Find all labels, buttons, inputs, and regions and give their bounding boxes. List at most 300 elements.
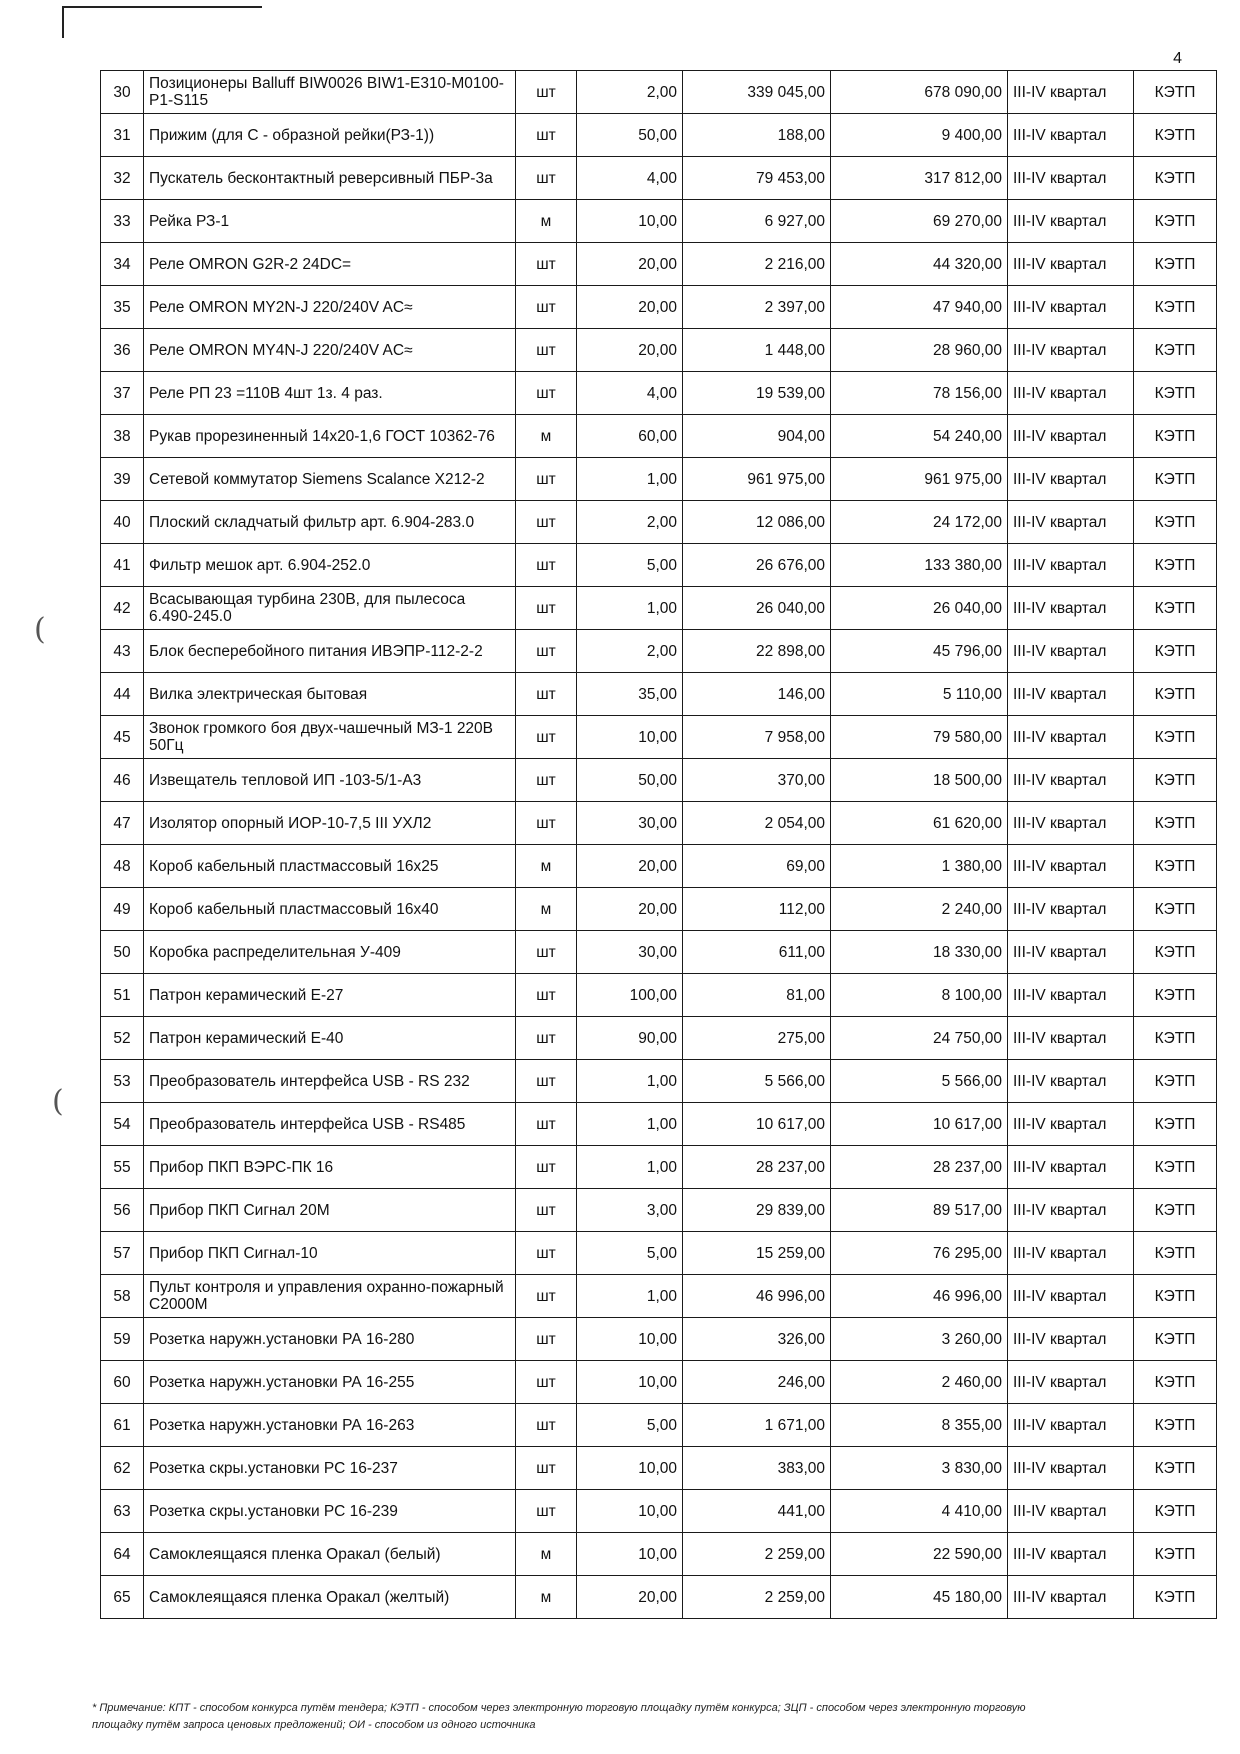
- quantity-cell: 2,00: [577, 501, 683, 544]
- unit-price-cell: 5 566,00: [683, 1060, 831, 1103]
- unit-cell: шт: [516, 630, 577, 673]
- unit-cell: шт: [516, 1490, 577, 1533]
- footnote: [92, 1700, 1152, 1734]
- item-name-cell: Извещатель тепловой ИП -103-5/1-А3: [144, 759, 516, 802]
- unit-cell: шт: [516, 329, 577, 372]
- table-row: [101, 1189, 1217, 1232]
- unit-cell: м: [516, 1576, 577, 1619]
- total-sum-cell: 61 620,00: [831, 802, 1008, 845]
- row-number-cell: 43: [101, 630, 144, 673]
- row-number-cell: 55: [101, 1146, 144, 1189]
- total-sum-cell: 10 617,00: [831, 1103, 1008, 1146]
- total-sum-cell: 78 156,00: [831, 372, 1008, 415]
- period-cell: III-IV квартал: [1008, 845, 1134, 888]
- period-cell: III-IV квартал: [1008, 1275, 1134, 1318]
- quantity-cell: 4,00: [577, 157, 683, 200]
- procurement-method-cell: КЭТП: [1134, 114, 1217, 157]
- item-name-cell: Прижим (для С - образной рейки(РЗ-1)): [144, 114, 516, 157]
- item-name-cell: Коробка распределительная У-409: [144, 931, 516, 974]
- unit-price-cell: 2 259,00: [683, 1576, 831, 1619]
- total-sum-cell: 76 295,00: [831, 1232, 1008, 1275]
- item-name-cell: Самоклеящаяся пленка Оракал (белый): [144, 1533, 516, 1576]
- table-row: [101, 759, 1217, 802]
- unit-price-cell: 904,00: [683, 415, 831, 458]
- unit-cell: шт: [516, 1146, 577, 1189]
- table-row: [101, 587, 1217, 630]
- item-name-cell: Вилка электрическая бытовая: [144, 673, 516, 716]
- row-number-cell: 65: [101, 1576, 144, 1619]
- table-row: [101, 1576, 1217, 1619]
- unit-cell: шт: [516, 931, 577, 974]
- quantity-cell: 1,00: [577, 1060, 683, 1103]
- total-sum-cell: 1 380,00: [831, 845, 1008, 888]
- procurement-method-cell: КЭТП: [1134, 372, 1217, 415]
- item-name-cell: Розетка скры.установки РС 16-239: [144, 1490, 516, 1533]
- table-row: [101, 1490, 1217, 1533]
- period-cell: III-IV квартал: [1008, 673, 1134, 716]
- period-cell: III-IV квартал: [1008, 329, 1134, 372]
- row-number-cell: 40: [101, 501, 144, 544]
- unit-price-cell: 611,00: [683, 931, 831, 974]
- row-number-cell: 32: [101, 157, 144, 200]
- unit-price-cell: 370,00: [683, 759, 831, 802]
- period-cell: III-IV квартал: [1008, 1318, 1134, 1361]
- row-number-cell: 33: [101, 200, 144, 243]
- total-sum-cell: 28 960,00: [831, 329, 1008, 372]
- table-row: [101, 243, 1217, 286]
- item-name-cell: Реле РП 23 =110В 4шт 1з. 4 раз.: [144, 372, 516, 415]
- unit-price-cell: 188,00: [683, 114, 831, 157]
- quantity-cell: 1,00: [577, 1103, 683, 1146]
- item-name-cell: Розетка наружн.установки РА 16-263: [144, 1404, 516, 1447]
- procurement-method-cell: КЭТП: [1134, 1189, 1217, 1232]
- period-cell: III-IV квартал: [1008, 1189, 1134, 1232]
- footnote-line: площадку путём запроса ценовых предложений; ОИ - способом из одного источника: [92, 1719, 536, 1731]
- row-number-cell: 53: [101, 1060, 144, 1103]
- unit-price-cell: 1 448,00: [683, 329, 831, 372]
- procurement-method-cell: КЭТП: [1134, 888, 1217, 931]
- quantity-cell: 50,00: [577, 114, 683, 157]
- quantity-cell: 1,00: [577, 587, 683, 630]
- quantity-cell: 2,00: [577, 71, 683, 114]
- total-sum-cell: 89 517,00: [831, 1189, 1008, 1232]
- procurement-method-cell: КЭТП: [1134, 329, 1217, 372]
- table-row: [101, 716, 1217, 759]
- unit-price-cell: 10 617,00: [683, 1103, 831, 1146]
- quantity-cell: 30,00: [577, 931, 683, 974]
- total-sum-cell: 18 330,00: [831, 931, 1008, 974]
- quantity-cell: 10,00: [577, 1490, 683, 1533]
- total-sum-cell: 54 240,00: [831, 415, 1008, 458]
- quantity-cell: 100,00: [577, 974, 683, 1017]
- total-sum-cell: 961 975,00: [831, 458, 1008, 501]
- row-number-cell: 59: [101, 1318, 144, 1361]
- period-cell: III-IV квартал: [1008, 759, 1134, 802]
- procurement-method-cell: КЭТП: [1134, 1361, 1217, 1404]
- item-name-cell: Рукав прорезиненный 14х20-1,6 ГОСТ 10362-76: [144, 415, 516, 458]
- quantity-cell: 2,00: [577, 630, 683, 673]
- item-name-cell: Преобразователь интерфейса USB - RS 232: [144, 1060, 516, 1103]
- period-cell: III-IV квартал: [1008, 716, 1134, 759]
- unit-price-cell: 15 259,00: [683, 1232, 831, 1275]
- quantity-cell: 5,00: [577, 1404, 683, 1447]
- procurement-method-cell: КЭТП: [1134, 716, 1217, 759]
- total-sum-cell: 5 110,00: [831, 673, 1008, 716]
- table-row: [101, 1447, 1217, 1490]
- row-number-cell: 62: [101, 1447, 144, 1490]
- unit-cell: шт: [516, 286, 577, 329]
- quantity-cell: 60,00: [577, 415, 683, 458]
- period-cell: III-IV квартал: [1008, 1490, 1134, 1533]
- period-cell: III-IV квартал: [1008, 888, 1134, 931]
- row-number-cell: 41: [101, 544, 144, 587]
- quantity-cell: 5,00: [577, 544, 683, 587]
- item-name-cell: Реле OMRON G2R-2 24DC=: [144, 243, 516, 286]
- total-sum-cell: 47 940,00: [831, 286, 1008, 329]
- unit-cell: м: [516, 888, 577, 931]
- item-name-cell: Самоклеящаяся пленка Оракал (желтый): [144, 1576, 516, 1619]
- item-name-cell: Прибор ПКП Сигнал 20М: [144, 1189, 516, 1232]
- period-cell: III-IV квартал: [1008, 974, 1134, 1017]
- table-row: [101, 1275, 1217, 1318]
- period-cell: III-IV квартал: [1008, 1533, 1134, 1576]
- quantity-cell: 10,00: [577, 1361, 683, 1404]
- table-row: [101, 845, 1217, 888]
- table-row: [101, 673, 1217, 716]
- unit-cell: шт: [516, 1404, 577, 1447]
- row-number-cell: 31: [101, 114, 144, 157]
- table-row: [101, 1146, 1217, 1189]
- unit-cell: шт: [516, 501, 577, 544]
- unit-price-cell: 26 040,00: [683, 587, 831, 630]
- table-row: [101, 415, 1217, 458]
- row-number-cell: 50: [101, 931, 144, 974]
- item-name-cell: Патрон керамический Е-40: [144, 1017, 516, 1060]
- unit-price-cell: 6 927,00: [683, 200, 831, 243]
- unit-cell: шт: [516, 673, 577, 716]
- unit-cell: шт: [516, 1060, 577, 1103]
- item-name-cell: Короб кабельный пластмассовый 16х40: [144, 888, 516, 931]
- total-sum-cell: 24 172,00: [831, 501, 1008, 544]
- item-name-cell: Розетка скры.установки РС 16-237: [144, 1447, 516, 1490]
- row-number-cell: 37: [101, 372, 144, 415]
- period-cell: III-IV квартал: [1008, 114, 1134, 157]
- quantity-cell: 35,00: [577, 673, 683, 716]
- procurement-table-body: [101, 71, 1217, 1619]
- quantity-cell: 30,00: [577, 802, 683, 845]
- item-name-cell: Прибор ПКП Сигнал-10: [144, 1232, 516, 1275]
- total-sum-cell: 28 237,00: [831, 1146, 1008, 1189]
- procurement-method-cell: КЭТП: [1134, 845, 1217, 888]
- total-sum-cell: 44 320,00: [831, 243, 1008, 286]
- row-number-cell: 61: [101, 1404, 144, 1447]
- quantity-cell: 1,00: [577, 458, 683, 501]
- total-sum-cell: 8 100,00: [831, 974, 1008, 1017]
- period-cell: III-IV квартал: [1008, 587, 1134, 630]
- period-cell: III-IV квартал: [1008, 243, 1134, 286]
- table-row: [101, 329, 1217, 372]
- unit-price-cell: 441,00: [683, 1490, 831, 1533]
- unit-cell: шт: [516, 458, 577, 501]
- table-row: [101, 1060, 1217, 1103]
- scan-border-top: [62, 6, 262, 8]
- period-cell: III-IV квартал: [1008, 501, 1134, 544]
- total-sum-cell: 8 355,00: [831, 1404, 1008, 1447]
- procurement-table: [100, 70, 1217, 1619]
- total-sum-cell: 26 040,00: [831, 587, 1008, 630]
- table-row: [101, 1232, 1217, 1275]
- unit-cell: шт: [516, 1318, 577, 1361]
- unit-price-cell: 46 996,00: [683, 1275, 831, 1318]
- unit-price-cell: 19 539,00: [683, 372, 831, 415]
- procurement-method-cell: КЭТП: [1134, 1576, 1217, 1619]
- item-name-cell: Розетка наружн.установки РА 16-280: [144, 1318, 516, 1361]
- row-number-cell: 52: [101, 1017, 144, 1060]
- total-sum-cell: 133 380,00: [831, 544, 1008, 587]
- table-row: [101, 1533, 1217, 1576]
- procurement-method-cell: КЭТП: [1134, 1490, 1217, 1533]
- row-number-cell: 45: [101, 716, 144, 759]
- table-row: [101, 458, 1217, 501]
- unit-price-cell: 326,00: [683, 1318, 831, 1361]
- period-cell: III-IV квартал: [1008, 415, 1134, 458]
- row-number-cell: 39: [101, 458, 144, 501]
- unit-cell: шт: [516, 157, 577, 200]
- row-number-cell: 36: [101, 329, 144, 372]
- row-number-cell: 47: [101, 802, 144, 845]
- period-cell: III-IV квартал: [1008, 71, 1134, 114]
- quantity-cell: 20,00: [577, 888, 683, 931]
- item-name-cell: Пульт контроля и управления охранно-пожарный С2000М: [144, 1275, 516, 1318]
- unit-price-cell: 7 958,00: [683, 716, 831, 759]
- unit-price-cell: 961 975,00: [683, 458, 831, 501]
- period-cell: III-IV квартал: [1008, 1404, 1134, 1447]
- margin-ink-mark: (: [34, 612, 46, 647]
- procurement-method-cell: КЭТП: [1134, 200, 1217, 243]
- item-name-cell: Пускатель бесконтактный реверсивный ПБР-3а: [144, 157, 516, 200]
- quantity-cell: 10,00: [577, 1533, 683, 1576]
- table-row: [101, 802, 1217, 845]
- unit-price-cell: 28 237,00: [683, 1146, 831, 1189]
- period-cell: III-IV квартал: [1008, 931, 1134, 974]
- quantity-cell: 1,00: [577, 1275, 683, 1318]
- table-row: [101, 630, 1217, 673]
- table-row: [101, 931, 1217, 974]
- item-name-cell: Фильтр мешок арт. 6.904-252.0: [144, 544, 516, 587]
- quantity-cell: 10,00: [577, 200, 683, 243]
- table-row: [101, 1017, 1217, 1060]
- procurement-method-cell: КЭТП: [1134, 1232, 1217, 1275]
- row-number-cell: 58: [101, 1275, 144, 1318]
- procurement-method-cell: КЭТП: [1134, 286, 1217, 329]
- unit-cell: м: [516, 1533, 577, 1576]
- row-number-cell: 44: [101, 673, 144, 716]
- total-sum-cell: 22 590,00: [831, 1533, 1008, 1576]
- unit-price-cell: 2 397,00: [683, 286, 831, 329]
- period-cell: III-IV квартал: [1008, 544, 1134, 587]
- item-name-cell: Патрон керамический Е-27: [144, 974, 516, 1017]
- total-sum-cell: 9 400,00: [831, 114, 1008, 157]
- period-cell: III-IV квартал: [1008, 1447, 1134, 1490]
- unit-cell: шт: [516, 716, 577, 759]
- row-number-cell: 51: [101, 974, 144, 1017]
- table-row: [101, 1404, 1217, 1447]
- item-name-cell: Реле OMRON MY2N-J 220/240V AC≈: [144, 286, 516, 329]
- quantity-cell: 20,00: [577, 1576, 683, 1619]
- table-row: [101, 200, 1217, 243]
- procurement-method-cell: КЭТП: [1134, 759, 1217, 802]
- total-sum-cell: 317 812,00: [831, 157, 1008, 200]
- scan-border-left: [62, 6, 64, 38]
- unit-price-cell: 146,00: [683, 673, 831, 716]
- footnote-line: * Примечание: КПТ - способом конкурса путём тендера; КЭТП - способом через электронную торговую площадку путём конкурса; ЗЦП - способом через электронную торговую: [92, 1702, 1026, 1714]
- quantity-cell: 90,00: [577, 1017, 683, 1060]
- table-row: [101, 501, 1217, 544]
- procurement-method-cell: КЭТП: [1134, 415, 1217, 458]
- unit-price-cell: 1 671,00: [683, 1404, 831, 1447]
- row-number-cell: 48: [101, 845, 144, 888]
- item-name-cell: Блок бесперебойного питания ИВЭПР-112-2-2: [144, 630, 516, 673]
- row-number-cell: 35: [101, 286, 144, 329]
- unit-price-cell: 26 676,00: [683, 544, 831, 587]
- quantity-cell: 5,00: [577, 1232, 683, 1275]
- quantity-cell: 10,00: [577, 1447, 683, 1490]
- period-cell: III-IV квартал: [1008, 286, 1134, 329]
- row-number-cell: 63: [101, 1490, 144, 1533]
- table-row: [101, 372, 1217, 415]
- procurement-method-cell: КЭТП: [1134, 630, 1217, 673]
- period-cell: III-IV квартал: [1008, 1232, 1134, 1275]
- table-row: [101, 286, 1217, 329]
- unit-price-cell: 79 453,00: [683, 157, 831, 200]
- total-sum-cell: 3 260,00: [831, 1318, 1008, 1361]
- quantity-cell: 20,00: [577, 286, 683, 329]
- unit-price-cell: 2 054,00: [683, 802, 831, 845]
- unit-cell: шт: [516, 802, 577, 845]
- total-sum-cell: 5 566,00: [831, 1060, 1008, 1103]
- row-number-cell: 46: [101, 759, 144, 802]
- item-name-cell: Преобразователь интерфейса USB - RS485: [144, 1103, 516, 1146]
- total-sum-cell: 79 580,00: [831, 716, 1008, 759]
- procurement-method-cell: КЭТП: [1134, 1146, 1217, 1189]
- unit-cell: шт: [516, 759, 577, 802]
- unit-price-cell: 112,00: [683, 888, 831, 931]
- row-number-cell: 60: [101, 1361, 144, 1404]
- procurement-method-cell: КЭТП: [1134, 931, 1217, 974]
- row-number-cell: 42: [101, 587, 144, 630]
- quantity-cell: 3,00: [577, 1189, 683, 1232]
- table-row: [101, 1318, 1217, 1361]
- item-name-cell: Звонок громкого боя двух-чашечный МЗ-1 220В 50Гц: [144, 716, 516, 759]
- total-sum-cell: 2 460,00: [831, 1361, 1008, 1404]
- unit-cell: шт: [516, 71, 577, 114]
- total-sum-cell: 24 750,00: [831, 1017, 1008, 1060]
- total-sum-cell: 2 240,00: [831, 888, 1008, 931]
- quantity-cell: 20,00: [577, 329, 683, 372]
- total-sum-cell: 69 270,00: [831, 200, 1008, 243]
- procurement-method-cell: КЭТП: [1134, 1533, 1217, 1576]
- procurement-method-cell: КЭТП: [1134, 1103, 1217, 1146]
- margin-ink-mark: (: [52, 1084, 64, 1119]
- unit-cell: шт: [516, 1275, 577, 1318]
- row-number-cell: 38: [101, 415, 144, 458]
- total-sum-cell: 45 796,00: [831, 630, 1008, 673]
- procurement-method-cell: КЭТП: [1134, 1318, 1217, 1361]
- unit-cell: шт: [516, 587, 577, 630]
- unit-price-cell: 275,00: [683, 1017, 831, 1060]
- unit-cell: шт: [516, 544, 577, 587]
- period-cell: III-IV квартал: [1008, 630, 1134, 673]
- procurement-method-cell: КЭТП: [1134, 458, 1217, 501]
- unit-price-cell: 2 259,00: [683, 1533, 831, 1576]
- row-number-cell: 56: [101, 1189, 144, 1232]
- item-name-cell: Прибор ПКП ВЭРС-ПК 16: [144, 1146, 516, 1189]
- item-name-cell: Изолятор опорный ИОР-10-7,5 III УХЛ2: [144, 802, 516, 845]
- table-row: [101, 544, 1217, 587]
- quantity-cell: 20,00: [577, 243, 683, 286]
- unit-price-cell: 246,00: [683, 1361, 831, 1404]
- quantity-cell: 4,00: [577, 372, 683, 415]
- total-sum-cell: 4 410,00: [831, 1490, 1008, 1533]
- unit-price-cell: 2 216,00: [683, 243, 831, 286]
- unit-cell: шт: [516, 1232, 577, 1275]
- procurement-method-cell: КЭТП: [1134, 1017, 1217, 1060]
- period-cell: III-IV квартал: [1008, 1017, 1134, 1060]
- row-number-cell: 49: [101, 888, 144, 931]
- item-name-cell: Позиционеры Balluff BIW0026 BIW1-E310-M0100-P1-S115: [144, 71, 516, 114]
- unit-price-cell: 12 086,00: [683, 501, 831, 544]
- row-number-cell: 64: [101, 1533, 144, 1576]
- row-number-cell: 57: [101, 1232, 144, 1275]
- procurement-method-cell: КЭТП: [1134, 802, 1217, 845]
- procurement-method-cell: КЭТП: [1134, 243, 1217, 286]
- row-number-cell: 54: [101, 1103, 144, 1146]
- quantity-cell: 10,00: [577, 716, 683, 759]
- total-sum-cell: 45 180,00: [831, 1576, 1008, 1619]
- total-sum-cell: 18 500,00: [831, 759, 1008, 802]
- period-cell: III-IV квартал: [1008, 1146, 1134, 1189]
- unit-cell: шт: [516, 1103, 577, 1146]
- table-row: [101, 157, 1217, 200]
- procurement-method-cell: КЭТП: [1134, 501, 1217, 544]
- period-cell: III-IV квартал: [1008, 157, 1134, 200]
- item-name-cell: Плоский складчатый фильтр арт. 6.904-283.0: [144, 501, 516, 544]
- row-number-cell: 34: [101, 243, 144, 286]
- table-row: [101, 114, 1217, 157]
- procurement-method-cell: КЭТП: [1134, 1275, 1217, 1318]
- unit-cell: м: [516, 845, 577, 888]
- period-cell: III-IV квартал: [1008, 458, 1134, 501]
- total-sum-cell: 3 830,00: [831, 1447, 1008, 1490]
- unit-price-cell: 22 898,00: [683, 630, 831, 673]
- unit-cell: шт: [516, 974, 577, 1017]
- unit-cell: шт: [516, 1361, 577, 1404]
- item-name-cell: Всасывающая турбина 230В, для пылесоса 6.490-245.0: [144, 587, 516, 630]
- unit-cell: м: [516, 200, 577, 243]
- procurement-method-cell: КЭТП: [1134, 157, 1217, 200]
- item-name-cell: Рейка РЗ-1: [144, 200, 516, 243]
- table-row: [101, 888, 1217, 931]
- table-row: [101, 1361, 1217, 1404]
- item-name-cell: Короб кабельный пластмассовый 16х25: [144, 845, 516, 888]
- quantity-cell: 50,00: [577, 759, 683, 802]
- period-cell: III-IV квартал: [1008, 1103, 1134, 1146]
- procurement-method-cell: КЭТП: [1134, 71, 1217, 114]
- unit-price-cell: 383,00: [683, 1447, 831, 1490]
- quantity-cell: 1,00: [577, 1146, 683, 1189]
- procurement-method-cell: КЭТП: [1134, 1404, 1217, 1447]
- table-row: [101, 974, 1217, 1017]
